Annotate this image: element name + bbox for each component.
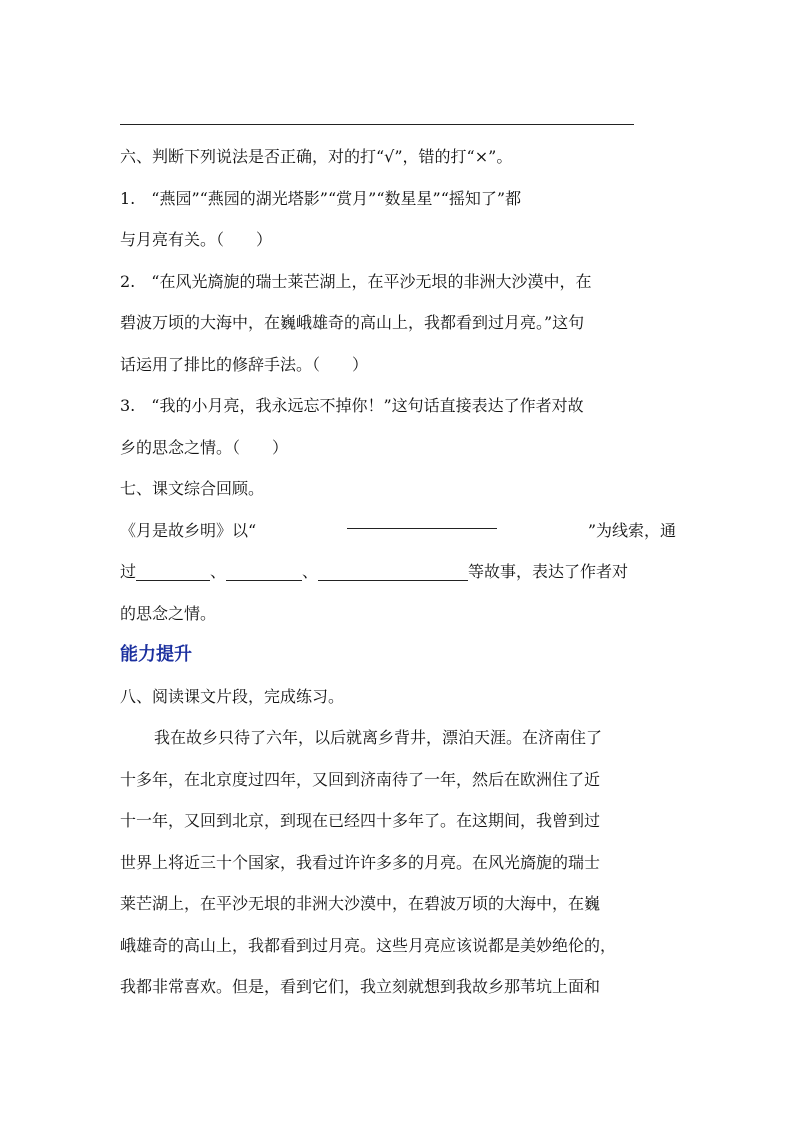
passage-line-1: 我在故乡只待了六年，以后就离乡背井，漂泊天涯。在济南住了: [154, 728, 603, 747]
review-line-1: [120, 510, 676, 552]
passage-line-3: 十一年，又回到北京，到现在已经四十多年了。在这期间，我曾到过: [120, 811, 601, 830]
separator-1: 、: [210, 562, 227, 581]
ability-section-title: 能力提升: [120, 644, 192, 665]
section-8-heading: 八、阅读课文片段，完成练习。: [120, 686, 345, 706]
review-line-2: [120, 551, 676, 593]
question-1-line-1: 1. “燕园”“燕园的湖光塔影”“赏月”“数星星”“摇知了”都: [120, 188, 522, 208]
review-line-2-start: 过: [120, 562, 137, 581]
passage-line-2: 十多年，在北京度过四年，又回到济南待了一年，然后在欧洲住了近: [120, 769, 601, 789]
story-blank-3[interactable]: [318, 562, 468, 581]
question-2-line-3[interactable]: 话运用了排比的修辞手法。（ ）: [120, 354, 369, 374]
question-3-line-1: 3. “我的小月亮，我永远忘不掉你！”这句话直接表达了作者对故: [120, 396, 584, 415]
section-6-heading: 六、判断下列说法是否正确，对的打“√”，错的打“×”。: [120, 147, 513, 166]
passage-line-6: 峨雄奇的高山上，我都看到过月亮。这些月亮应该说都是美妙绝伦的，: [120, 935, 617, 955]
question-1-line-2[interactable]: 与月亮有关。（ ）: [120, 230, 273, 249]
passage-line-7: 我都非常喜欢。但是，看到它们，我立刻就想到我故乡那苇坑上面和: [120, 977, 601, 996]
worksheet-content: [120, 136, 676, 1008]
story-blank-2[interactable]: [226, 562, 302, 581]
question-3-line-2[interactable]: 乡的思念之情。（ ）: [120, 437, 289, 457]
review-line-3: 的思念之情。: [120, 603, 217, 623]
review-line-1-title: 《月是故乡明》以“: [120, 520, 257, 540]
section-7-heading: 七、课文综合回顾。: [120, 479, 265, 498]
passage-line-4: 世界上将近三十个国家，我看过许许多多的月亮。在风光旖旎的瑞士: [120, 852, 601, 872]
top-divider: [120, 124, 634, 125]
story-blank-1[interactable]: [136, 562, 210, 581]
review-line-1-middle: ”为线索，通: [587, 520, 676, 540]
clue-answer-blank[interactable]: [347, 510, 497, 529]
question-2-line-1: 2. “在风光旖旎的瑞士莱芒湖上，在平沙无垠的非洲大沙漠中，在: [120, 271, 592, 291]
question-2-line-2: 碧波万顷的大海中，在巍峨雄奇的高山上，我都看到过月亮。”这句: [120, 313, 585, 332]
separator-2: 、: [302, 562, 319, 581]
review-line-2-end: 等故事，表达了作者对: [468, 562, 629, 581]
passage-line-5: 莱芒湖上，在平沙无垠的非洲大沙漠中，在碧波万顷的大海中，在巍: [120, 894, 601, 913]
